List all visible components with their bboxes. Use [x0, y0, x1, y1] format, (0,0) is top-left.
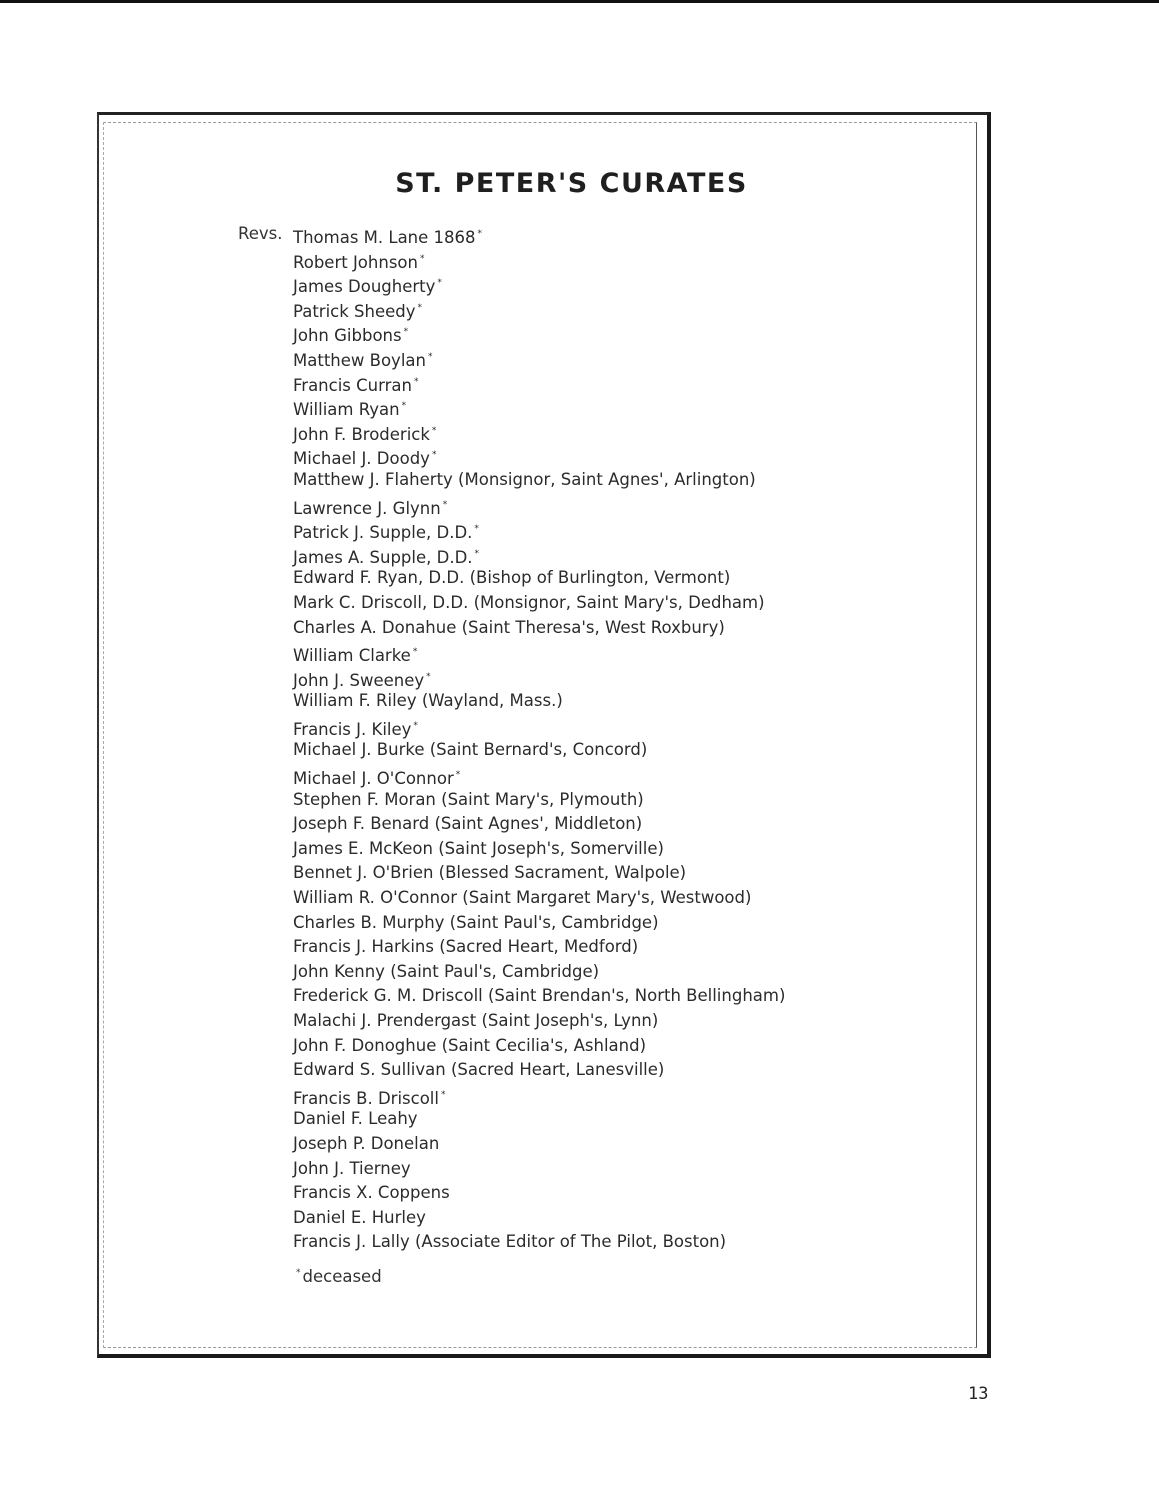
- deceased-marker: *: [442, 499, 448, 510]
- curate-entry: [293, 320, 785, 345]
- curate-name: John J. Tierney: [293, 1158, 411, 1178]
- curate-name: Frederick G. M. Driscoll (Saint Brendan's, North Bellingham): [293, 986, 786, 1006]
- deceased-marker: *: [437, 278, 442, 289]
- curate-name: Matthew J. Flaherty (Monsignor, Saint Agnes', Arlington): [293, 469, 756, 489]
- footnote: [296, 1267, 382, 1286]
- deceased-marker: *: [417, 302, 423, 313]
- curate-entry: [293, 1107, 785, 1132]
- curate-name: Daniel F. Leahy: [293, 1109, 418, 1129]
- curate-name: Patrick Sheedy: [293, 301, 416, 321]
- curate-entry: [293, 1206, 785, 1231]
- footnote-text: deceased: [302, 1267, 382, 1286]
- deceased-marker: *: [413, 376, 419, 387]
- curate-name: Patrick J. Supple, D.D.: [293, 523, 473, 543]
- curate-name: Francis J. Lally (Associate Editor of The Pilot, Boston): [293, 1232, 727, 1252]
- curate-name: John Gibbons: [293, 326, 402, 346]
- curate-entry: [293, 419, 785, 444]
- curate-list: [293, 222, 785, 1255]
- curate-entry: [293, 271, 785, 296]
- deceased-marker: *: [477, 229, 483, 239]
- curate-name: William Clarke: [293, 646, 411, 666]
- curate-entry: [293, 886, 785, 911]
- curate-entry: [293, 1230, 785, 1255]
- curate-entry: [293, 345, 785, 370]
- footnote-marker: *: [296, 1268, 301, 1278]
- curate-entry: [293, 1132, 785, 1157]
- curate-name: Francis Curran: [293, 375, 412, 395]
- curate-entry: [293, 714, 785, 739]
- curate-name: Bennet J. O'Brien (Blessed Sacrament, Walpole): [293, 863, 687, 883]
- curate-name: Malachi J. Prendergast (Saint Joseph's, Lynn): [293, 1011, 659, 1030]
- curate-entry: [293, 443, 785, 468]
- curate-entry: [293, 591, 785, 616]
- curate-entry: [293, 788, 785, 813]
- curate-entry: [293, 911, 785, 936]
- curate-entry: [293, 935, 785, 960]
- deceased-marker: *: [474, 548, 480, 559]
- curate-entry: [293, 984, 785, 1009]
- curate-name: Joseph P. Donelan: [293, 1133, 440, 1153]
- curate-entry: [293, 394, 785, 419]
- curate-entry: [293, 616, 785, 641]
- curate-name: William R. O'Connor (Saint Margaret Mary's, Westwood): [293, 888, 752, 908]
- curate-entry: [293, 640, 785, 665]
- curate-entry: [293, 517, 785, 542]
- curate-entry: [293, 665, 785, 690]
- curate-entry: [293, 296, 785, 321]
- curate-entry: [293, 1157, 785, 1182]
- deceased-marker: *: [474, 524, 479, 535]
- curate-name: Lawrence J. Glynn: [293, 498, 441, 518]
- deceased-marker: *: [419, 253, 425, 264]
- curate-name: Francis J. Kiley: [293, 719, 412, 739]
- revs-label: Revs.: [238, 224, 283, 243]
- curate-entry: [293, 738, 785, 763]
- curate-entry: [293, 247, 785, 272]
- deceased-marker: *: [427, 351, 433, 362]
- curate-name: Robert Johnson: [293, 252, 418, 272]
- curate-name: Edward F. Ryan, D.D. (Bishop of Burlington, Vermont): [293, 568, 731, 588]
- curate-name: James Dougherty: [293, 277, 436, 297]
- deceased-marker: *: [413, 720, 418, 731]
- curate-name: Joseph F. Benard (Saint Agnes', Middleton): [293, 814, 643, 834]
- curate-entry: [293, 1058, 785, 1083]
- curate-name: John J. Sweeney: [293, 670, 425, 690]
- curate-entry: [293, 542, 785, 567]
- curate-name: William F. Riley (Wayland, Mass.): [293, 691, 563, 711]
- curate-entry: [293, 222, 785, 247]
- curate-name: Stephen F. Moran (Saint Mary's, Plymouth): [293, 789, 644, 809]
- curate-entry: [293, 1034, 785, 1059]
- curate-name: Francis J. Harkins (Sacred Heart, Medford): [293, 937, 639, 957]
- curate-name: Michael J. O'Connor: [293, 769, 454, 789]
- curate-name: Francis B. Driscoll: [293, 1088, 439, 1108]
- curate-name: William Ryan: [293, 400, 400, 420]
- curate-name: Francis X. Coppens: [293, 1183, 450, 1203]
- curate-name: Daniel E. Hurley: [293, 1207, 426, 1227]
- curate-entry: [293, 1181, 785, 1206]
- deceased-marker: *: [431, 450, 437, 461]
- curate-name: James E. McKeon (Saint Joseph's, Somerville): [293, 838, 664, 858]
- curate-entry: [293, 1009, 785, 1034]
- curate-name: Charles B. Murphy (Saint Paul's, Cambridge): [293, 912, 659, 932]
- curate-name: Michael J. Burke (Saint Bernard's, Concord): [293, 740, 648, 760]
- curate-name: Mark C. Driscoll, D.D. (Monsignor, Saint Mary's, Dedham): [293, 592, 765, 612]
- curate-entry: [293, 763, 785, 788]
- curate-name: John Kenny (Saint Paul's, Cambridge): [293, 961, 600, 981]
- deceased-marker: *: [412, 647, 418, 658]
- curate-name: Edward S. Sullivan (Sacred Heart, Lanesville): [293, 1060, 665, 1080]
- page-number: 13: [968, 1384, 989, 1404]
- curate-entry: [293, 689, 785, 714]
- curate-entry: [293, 493, 785, 518]
- page-title: ST. PETER'S CURATES: [395, 168, 748, 199]
- curate-name: John F. Broderick: [293, 424, 430, 444]
- curate-name: Matthew Boylan: [293, 350, 426, 370]
- deceased-marker: *: [431, 425, 437, 436]
- deceased-marker: *: [440, 1089, 446, 1100]
- curate-name: Charles A. Donahue (Saint Theresa's, West Roxbury): [293, 617, 725, 637]
- curate-entry: [293, 812, 785, 837]
- curate-entry: [293, 861, 785, 886]
- deceased-marker: *: [401, 401, 407, 412]
- curate-entry: [293, 370, 785, 395]
- deceased-marker: *: [426, 671, 431, 682]
- curate-entry: [293, 960, 785, 985]
- curate-name: John F. Donoghue (Saint Cecilia's, Ashland): [293, 1035, 647, 1055]
- deceased-marker: *: [455, 770, 461, 781]
- curate-entry: [293, 837, 785, 862]
- curate-entry: [293, 1083, 785, 1108]
- curate-entry: [293, 566, 785, 591]
- curate-name: Thomas M. Lane 1868: [293, 228, 476, 247]
- curate-entry: [293, 468, 785, 493]
- curate-name: James A. Supple, D.D.: [293, 547, 473, 567]
- curate-name: Michael J. Doody: [293, 449, 430, 469]
- scan-edge: [0, 0, 1159, 3]
- deceased-marker: *: [403, 327, 409, 338]
